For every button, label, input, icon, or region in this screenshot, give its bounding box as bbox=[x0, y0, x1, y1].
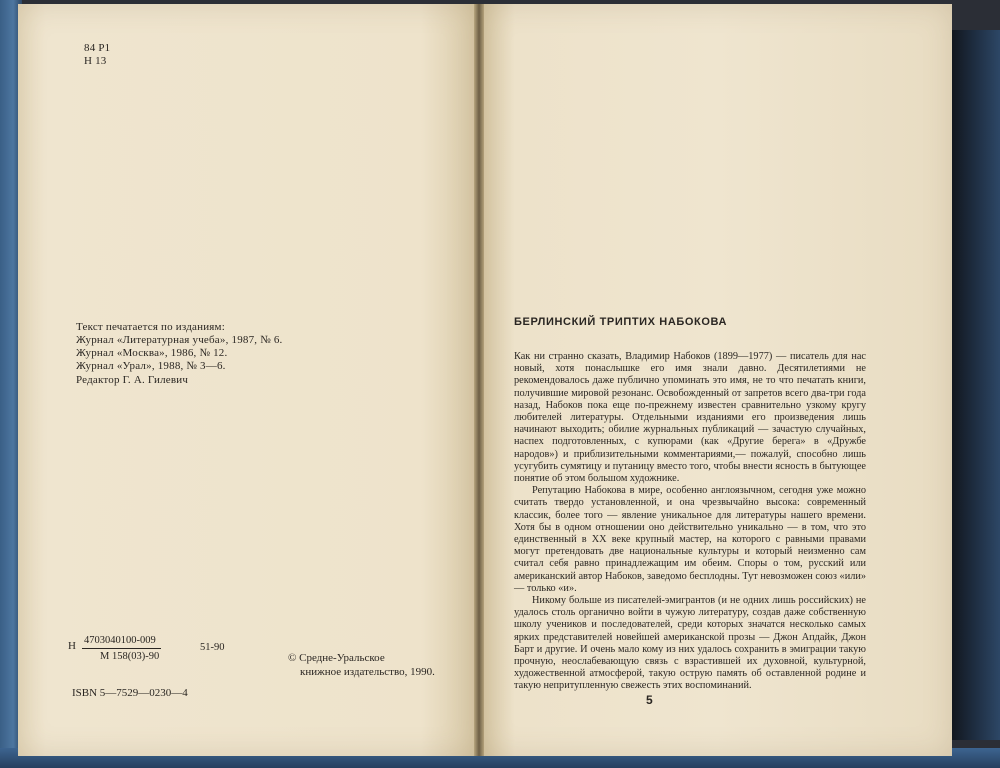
editor-credit: Редактор Г. А. Гилевич bbox=[76, 374, 189, 386]
source-item: Журнал «Литературная учеба», 1987, № 6. bbox=[76, 334, 283, 346]
article-body bbox=[514, 351, 866, 693]
paragraph: Репутацию Набокова в мире, особенно англоязычном, сегодня уже можно считать твердо установленной, и она чрезвычайно высока: современный классик, более того — явление уникальное для литературы нашего времени. Хотя бы в одном отношении оно действительно уникально — в том, что это единственный в XX веке крупный мастер, на которого с равными правами могут претендовать две национальные культуры и который неизменно сам считал себя равно принадлежащим им обеим. Споры о том, русский или американский автор Набоков, заведомо бесплодны. Тут невозможен союз «или» — только «и». bbox=[514, 485, 866, 594]
bbk-code: 84 Р1 bbox=[84, 42, 111, 54]
article-title: БЕРЛИНСКИЙ ТРИПТИХ НАБОКОВА bbox=[514, 316, 728, 328]
book-spine-right bbox=[948, 30, 1000, 740]
source-item: Журнал «Урал», 1988, № 3—6. bbox=[76, 360, 226, 372]
fraction-code: 51-90 bbox=[200, 642, 225, 653]
paragraph: Никому больше из писателей-эмигрантов (и не одних лишь российских) не удалось столь органично войти в чужую литературу, создав даже собственную школу учеников и последователей, среди которых значатся несколько самых ярких представителей новейшей американской прозы — Джон Апдайк, Джон Барт и другие. И очень мало кому из них удалось сохранить в эмиграции такую прочную, неослабевающую связь с взрастившей их духовной, культурной, художественной атмосферой, такую острую память об оставленной родине и такую непритупленную свежесть этих воспоминаний. bbox=[514, 595, 866, 692]
page-number: 5 bbox=[646, 693, 653, 707]
catalog-fraction bbox=[68, 634, 268, 684]
copyright-notice bbox=[288, 651, 435, 679]
fraction-denominator: М 158(03)-90 bbox=[100, 651, 160, 662]
copyright-line: © Средне-Уральское bbox=[288, 652, 385, 664]
isbn-number: ISBN 5—7529—0230—4 bbox=[72, 687, 188, 699]
paragraph: Как ни странно сказать, Владимир Набоков (1899—1977) — писатель для нас новый, хотя понаслышке его имя знали давно. Десятилетиями не рекомендовалось даже публично упоминать это имя, не то что печатать книги, получившие мировой резонанс. Освобожденный от запретов всего два-три года назад, Набоков пока еще по-прежнему известен сравнительно узкому кругу любителей литературы. Отдельными изданиями его произведения лишь начинают выходить; обилие журнальных публикаций — зачастую случайных, наспех подготовленных, с купюрами (как «Другие берега» в «Дружбе народов») и приблизительными комментариями,— пожалуй, способно лишь усугубить сумятицу и путаницу вместо того, чтобы внести ясность в бытующее понятие об этом большом художнике. bbox=[514, 351, 866, 485]
book-gutter bbox=[474, 4, 484, 756]
fraction-numerator: 4703040100-009 bbox=[82, 634, 161, 649]
copyright-line: книжное издательство, 1990. bbox=[300, 666, 435, 678]
bbk-index bbox=[84, 42, 110, 68]
sources-list bbox=[76, 321, 283, 373]
source-item: Журнал «Москва», 1986, № 12. bbox=[76, 347, 228, 359]
sources-intro: Текст печатается по изданиям: bbox=[76, 321, 225, 333]
author-sign: Н 13 bbox=[84, 55, 107, 67]
fraction bbox=[82, 634, 161, 663]
fraction-letter: Н bbox=[68, 640, 76, 652]
